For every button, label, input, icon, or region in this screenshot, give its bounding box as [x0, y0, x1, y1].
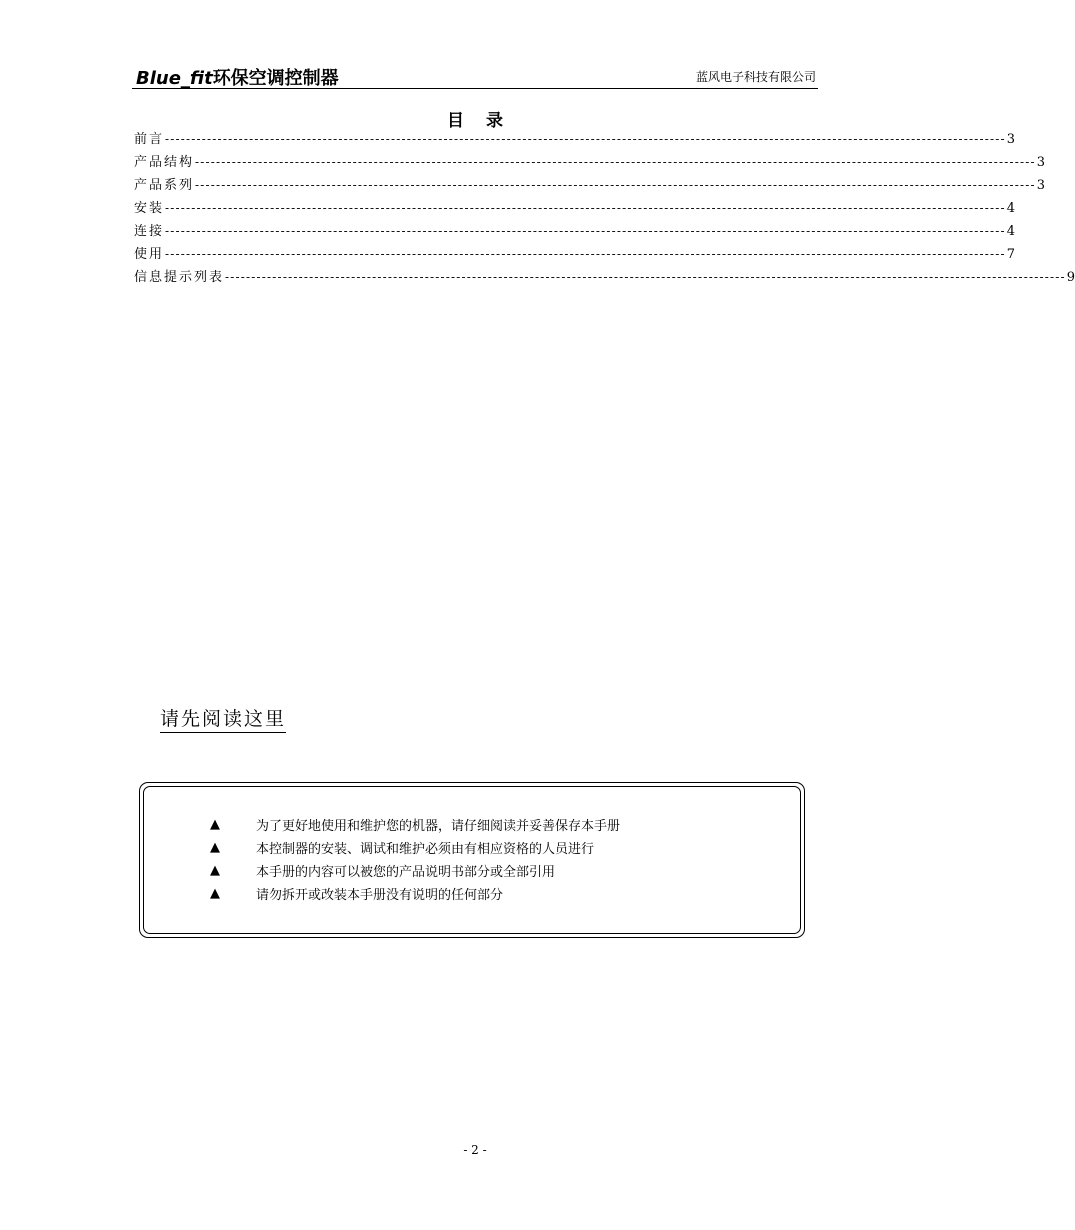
triangle-bullet-icon: ▲ [210, 886, 220, 901]
toc-entry-page: 3 [1006, 132, 1016, 147]
brand-name: Blue_fit [136, 68, 213, 89]
toc-entry-product-series[interactable] [134, 177, 1046, 200]
toc-entry-label: 产品结构 [134, 155, 195, 170]
toc-leader: ---------------------------------------------------------------------------------------------------------------------------------------------------------------- [165, 224, 1006, 238]
toc-leader: ---------------------------------------------------------------------------------------------------------------------------------------------------------------- [225, 270, 1066, 284]
toc-leader: ---------------------------------------------------------------------------------------------------------------------------------------------------------------- [165, 247, 1006, 261]
toc-leader: ---------------------------------------------------------------------------------------------------------------------------------------------------------------- [195, 178, 1036, 192]
toc-entry-product-structure[interactable] [134, 154, 1046, 177]
page-number: - 2 - [463, 1143, 487, 1157]
toc-entry-page: 7 [1006, 247, 1016, 262]
toc-entry-page: 3 [1036, 178, 1046, 193]
notice-item [210, 859, 620, 882]
triangle-bullet-icon: ▲ [210, 863, 220, 878]
company-name: 蓝风电子科技有限公司 [695, 70, 816, 84]
notice-text: 请勿拆开或改装本手册没有说明的任何部分 [256, 888, 504, 903]
triangle-bullet-icon: ▲ [210, 840, 220, 855]
toc-entry-label: 信息提示列表 [134, 270, 225, 285]
notice-text: 本手册的内容可以被您的产品说明书部分或全部引用 [256, 865, 556, 880]
notice-item [210, 813, 620, 836]
toc-entry-page: 3 [1036, 155, 1046, 170]
toc-leader: ---------------------------------------------------------------------------------------------------------------------------------------------------------------- [165, 201, 1006, 215]
toc-entry-label: 安装 [134, 201, 165, 216]
table-of-contents [134, 131, 1075, 292]
toc-entry-installation[interactable] [134, 200, 1016, 223]
toc-entry-message-list[interactable] [134, 269, 1075, 292]
notice-item [210, 882, 620, 905]
toc-entry-label: 使用 [134, 247, 165, 262]
notice-text: 本控制器的安装、调试和维护必须由有相应资格的人员进行 [256, 842, 595, 857]
toc-entry-label: 产品系列 [134, 178, 195, 193]
notice-item [210, 836, 620, 859]
toc-entry-label: 连接 [134, 224, 165, 239]
notice-list [210, 813, 620, 905]
page-header [132, 62, 818, 89]
notice-box [139, 782, 805, 938]
toc-entry-usage[interactable] [134, 246, 1016, 269]
toc-leader: ---------------------------------------------------------------------------------------------------------------------------------------------------------------- [195, 155, 1036, 169]
triangle-bullet-icon: ▲ [210, 817, 220, 832]
read-first-heading: 请先阅读这里 [160, 707, 286, 733]
toc-entry-label: 前言 [134, 132, 165, 147]
toc-entry-page: 9 [1066, 270, 1075, 285]
toc-entry-page: 4 [1006, 201, 1016, 216]
toc-entry-page: 4 [1006, 224, 1016, 239]
notice-text: 为了更好地使用和维护您的机器，请仔细阅读并妥善保存本手册 [256, 819, 621, 834]
toc-entry-preface[interactable] [134, 131, 1016, 154]
header-title [136, 64, 339, 90]
toc-title: 目录 [447, 111, 525, 131]
product-name: 环保空调控制器 [212, 68, 339, 89]
toc-entry-connection[interactable] [134, 223, 1016, 246]
toc-leader: ---------------------------------------------------------------------------------------------------------------------------------------------------------------- [165, 132, 1006, 146]
